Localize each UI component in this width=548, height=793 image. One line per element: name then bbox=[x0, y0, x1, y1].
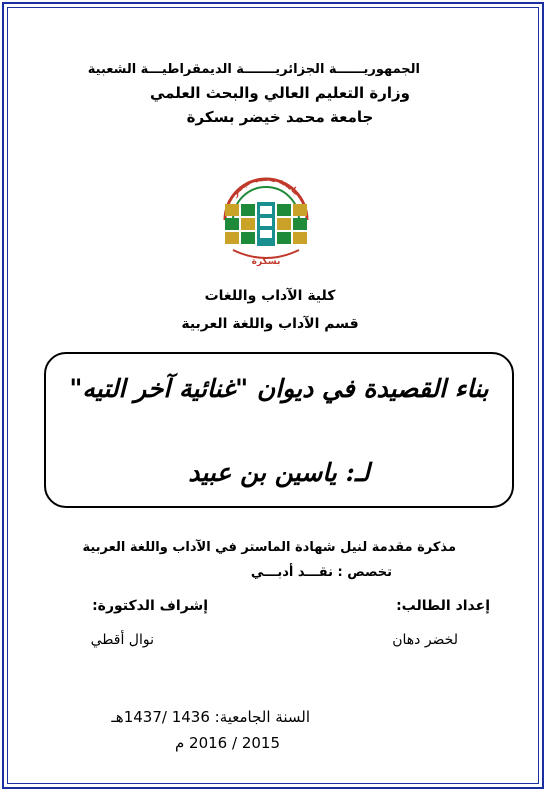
supervisor-label: إشراف الدكتورة: bbox=[92, 598, 208, 614]
supervisor-name: نوال أقطي bbox=[90, 632, 154, 648]
department-name: قسم الآداب واللغة العربية bbox=[181, 316, 359, 332]
thesis-title: بناء القصيدة في ديوان "غنائية آخر التيه" bbox=[69, 374, 489, 403]
logo-bottom-text: بسكرة bbox=[251, 257, 281, 267]
student-label: إعداد الطالب: bbox=[396, 598, 490, 614]
thesis-author-line: لـ: ياسين بن عبيد bbox=[188, 458, 370, 487]
republic-heading: الجمهوريــــــة الجزائريـــــــة الديمقراطيـــة الشعبية bbox=[87, 62, 420, 77]
ministry-heading: وزارة التعليم العالي والبحث العلمي bbox=[149, 84, 411, 102]
university-logo bbox=[211, 166, 321, 276]
academic-year-gregorian: 2015 / 2016 م bbox=[174, 734, 280, 752]
student-name: لخضر دهان bbox=[392, 632, 458, 648]
thesis-specialty: تخصص : نقـــد أدبـــي bbox=[250, 565, 392, 580]
logo-arc-text: جامعة محمد خيضر bbox=[230, 173, 302, 199]
thesis-purpose: مذكرة مقدمة لنيل شهادة الماستر في الآداب واللغة العربية bbox=[82, 540, 456, 555]
logo-blocks bbox=[225, 202, 307, 246]
college-name: كلية الآداب واللغات bbox=[204, 288, 336, 304]
university-heading: جامعة محمد خيضر بسكرة bbox=[186, 108, 374, 126]
academic-year-hijri: السنة الجامعية: 1436 /1437هـ bbox=[111, 708, 310, 726]
